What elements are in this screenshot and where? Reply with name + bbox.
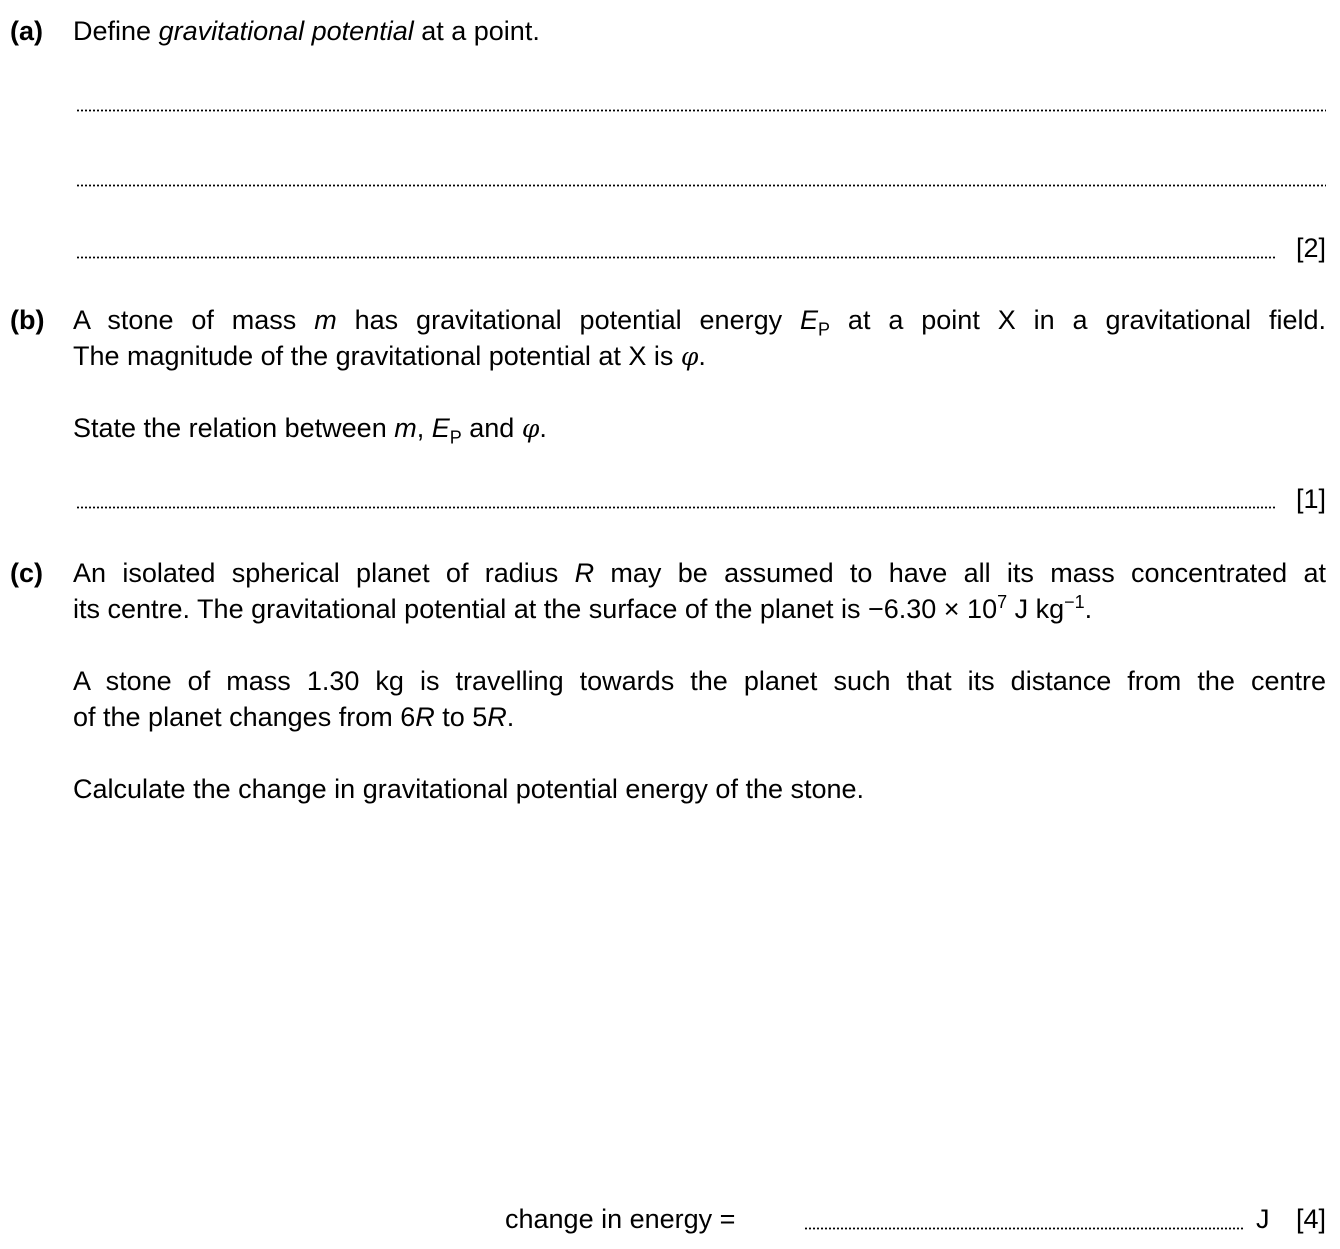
answer-label-c: change in energy = (505, 1204, 736, 1234)
mark-b: [1] (1295, 484, 1326, 514)
part-c-line2: its centre. The gravitational potential at the surface of the planet is $-6.30 \times 10^7$ J $kg^{-1}$. (73, 592, 1093, 624)
part-c-label: (c) (10, 558, 43, 588)
part-c-line3: A stone of mass 1.30 kg is travelling towards the planet such that its distance from the centre (73, 666, 1326, 696)
answer-line-a2[interactable] (76, 184, 1326, 187)
answer-line-c[interactable] (804, 1227, 1244, 1230)
part-b-instruction: State the relation between m, $E_P$ and φ. (73, 413, 547, 448)
part-a-question: Define gravitational potential at a point. (73, 16, 540, 46)
part-b-line1: A stone of mass m has gravitational potential energy $E_P$ at a point X in a gravitational field. (73, 305, 1326, 340)
part-b-line2: The magnitude of the gravitational potential at X is φ. (73, 341, 706, 371)
mark-a: [2] (1295, 233, 1326, 263)
part-c-line1: An isolated spherical planet of radius R may be assumed to have all its mass concentrated at (73, 558, 1326, 588)
part-c-line4: of the planet changes from 6R to 5R. (73, 702, 515, 732)
answer-line-a1[interactable] (76, 109, 1326, 112)
answer-line-a3[interactable] (76, 256, 1276, 259)
part-c-instruction: Calculate the change in gravitational potential energy of the stone. (73, 774, 865, 804)
part-b-label: (b) (10, 305, 45, 335)
answer-line-b[interactable] (76, 506, 1276, 509)
answer-unit-c: J (1256, 1204, 1270, 1234)
mark-c: [4] (1295, 1204, 1326, 1234)
part-a-label: (a) (10, 16, 43, 46)
